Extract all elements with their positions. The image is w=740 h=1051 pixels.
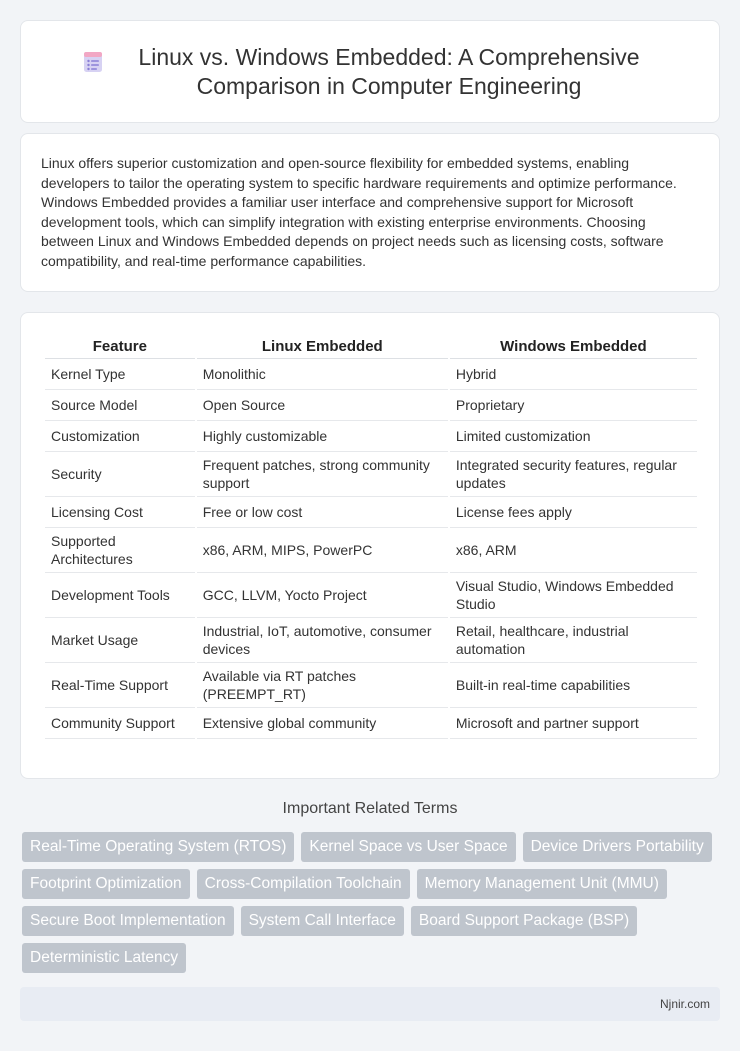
table-row xyxy=(45,359,697,390)
table-cell: Supported Architectures xyxy=(45,528,195,573)
table-cell: Highly customizable xyxy=(197,421,448,452)
table-cell: Licensing Cost xyxy=(45,497,195,528)
table-row xyxy=(45,452,697,497)
table-cell: x86, ARM xyxy=(450,528,697,573)
table-cell: Market Usage xyxy=(45,618,195,663)
table-cell: Frequent patches, strong community support xyxy=(197,452,448,497)
table-row xyxy=(45,618,697,663)
table-cell: Development Tools xyxy=(45,573,195,618)
column-header-windows: Windows Embedded xyxy=(450,333,697,359)
related-term-chip[interactable]: Cross-Compilation Toolchain xyxy=(197,869,410,899)
table-cell: Customization xyxy=(45,421,195,452)
related-term-chip[interactable]: Real-Time Operating System (RTOS) xyxy=(22,832,294,862)
related-terms-list xyxy=(22,832,722,973)
table-row xyxy=(45,497,697,528)
table-cell: Visual Studio, Windows Embedded Studio xyxy=(450,573,697,618)
table-cell: Built-in real-time capabilities xyxy=(450,663,697,708)
table-cell: Extensive global community xyxy=(197,708,448,739)
table-cell: Microsoft and partner support xyxy=(450,708,697,739)
table-cell: Hybrid xyxy=(450,359,697,390)
column-header-feature: Feature xyxy=(45,333,195,359)
comparison-table-card xyxy=(20,312,720,779)
footer xyxy=(20,987,720,1021)
related-terms-title: Important Related Terms xyxy=(282,800,458,817)
table-cell: Integrated security features, regular updates xyxy=(450,452,697,497)
comparison-table xyxy=(43,333,699,739)
intro-card xyxy=(20,133,720,292)
table-cell: x86, ARM, MIPS, PowerPC xyxy=(197,528,448,573)
footer-site-link[interactable]: Njnir.com xyxy=(659,997,710,1011)
related-term-chip[interactable]: Kernel Space vs User Space xyxy=(301,832,515,862)
column-header-linux: Linux Embedded xyxy=(197,333,448,359)
related-term-chip[interactable]: Board Support Package (BSP) xyxy=(411,906,637,936)
table-cell: Proprietary xyxy=(450,390,697,421)
table-cell: Available via RT patches (PREEMPT_RT) xyxy=(197,663,448,708)
table-row xyxy=(45,663,697,708)
title-card xyxy=(20,20,720,123)
table-row xyxy=(45,421,697,452)
table-cell: License fees apply xyxy=(450,497,697,528)
table-header-row xyxy=(45,333,697,359)
table-row xyxy=(45,708,697,739)
table-row xyxy=(45,573,697,618)
document-icon xyxy=(81,50,105,74)
table-cell: Source Model xyxy=(45,390,195,421)
table-cell: Retail, healthcare, industrial automation xyxy=(450,618,697,663)
table-cell: GCC, LLVM, Yocto Project xyxy=(197,573,448,618)
related-term-chip[interactable]: System Call Interface xyxy=(241,906,404,936)
related-term-chip[interactable]: Device Drivers Portability xyxy=(523,832,712,862)
table-row xyxy=(45,390,697,421)
related-term-chip[interactable]: Footprint Optimization xyxy=(22,869,190,899)
page-title: Linux vs. Windows Embedded: A Comprehensive Comparison in Computer Engineering xyxy=(138,43,640,99)
table-cell: Monolithic xyxy=(197,359,448,390)
table-cell: Open Source xyxy=(197,390,448,421)
table-row xyxy=(45,528,697,573)
related-term-chip[interactable]: Memory Management Unit (MMU) xyxy=(417,869,667,899)
related-term-chip[interactable]: Secure Boot Implementation xyxy=(22,906,234,936)
table-cell: Free or low cost xyxy=(197,497,448,528)
table-cell: Real-Time Support xyxy=(45,663,195,708)
table-cell: Industrial, IoT, automotive, consumer devices xyxy=(197,618,448,663)
table-cell: Security xyxy=(45,452,195,497)
related-term-chip[interactable]: Deterministic Latency xyxy=(22,943,186,973)
table-cell: Community Support xyxy=(45,708,195,739)
table-cell: Kernel Type xyxy=(45,359,195,390)
table-cell: Limited customization xyxy=(450,421,697,452)
intro-paragraph: Linux offers superior customization and open-source flexibility for embedded systems, enabling developers to tailor the operating system to specific hardware requirements and optimize performance. Windows Embedded provides a familiar user interface and comprehensive support for Microsoft development tools, which can simplify integration with existing enterprise environments. Choosing between Linux and Windows Embedded depends on project needs such as licensing costs, software compatibility, and real-time performance capabilities. xyxy=(41,155,677,269)
